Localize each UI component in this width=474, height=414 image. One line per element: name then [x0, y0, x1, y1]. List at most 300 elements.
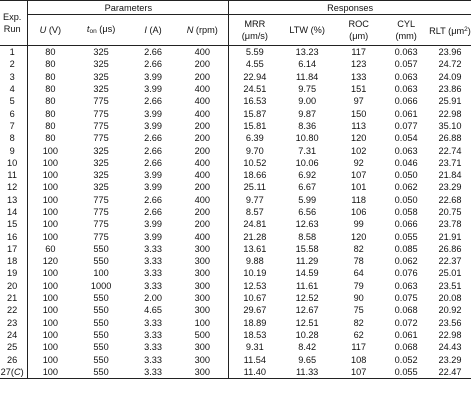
cell-rlt: 23.29 — [438, 354, 462, 365]
cell-run: 13 — [7, 194, 18, 205]
cell-rlt: 23.56 — [438, 317, 462, 328]
cell-pulse-on-time: 775 — [93, 120, 109, 131]
cell-current: 2.66 — [144, 133, 162, 144]
cell-speed: 200 — [194, 71, 210, 82]
cell-pulse-on-time: 1000 — [90, 280, 112, 291]
cell-pulse-on-time: 775 — [93, 133, 109, 144]
cell-ltw: 13.23 — [295, 47, 319, 58]
cell-pulse-on-time: 775 — [93, 219, 109, 230]
cell-mrr: 18.66 — [229, 169, 281, 181]
cell-speed: 400 — [194, 157, 210, 168]
cell-speed: 300 — [194, 268, 210, 279]
cell-ltw: 6.56 — [298, 207, 317, 217]
cell-voltage: 80 — [28, 71, 73, 83]
cell-rlt: 22.74 — [438, 145, 462, 156]
header-ltw: LTW (%) — [280, 15, 334, 46]
cell-rlt: 23.29 — [438, 182, 462, 193]
cell-rlt: 21.84 — [438, 170, 462, 181]
cell-cyl: 0.068 — [394, 342, 418, 353]
cell-roc: 90 — [353, 293, 364, 304]
cell-speed: 300 — [194, 280, 210, 291]
cell-voltage: 100 — [28, 353, 73, 365]
cell-rlt: 23.71 — [438, 157, 462, 168]
cell-current: 3.33 — [144, 354, 162, 365]
table-row — [0, 230, 471, 242]
table-row — [0, 304, 471, 316]
cell-roc: 117 — [351, 342, 366, 353]
cell-run: 26 — [7, 354, 18, 365]
header-voltage: U (V) — [28, 15, 73, 46]
cell-current: 3.99 — [144, 170, 162, 181]
table-row — [0, 267, 471, 279]
header-parameters: Parameters — [28, 1, 229, 15]
cell-rlt: 23.78 — [438, 219, 462, 230]
header-cyl-line1: CYL — [397, 19, 416, 29]
cell-mrr: 6.39 — [229, 132, 281, 144]
cell-voltage: 120 — [28, 255, 73, 267]
cell-mrr: 29.67 — [229, 304, 281, 316]
cell-speed: 200 — [194, 207, 210, 217]
cell-ltw: 15.58 — [295, 243, 319, 254]
cell-mrr: 9.70 — [229, 144, 281, 156]
cell-voltage: 100 — [28, 329, 73, 341]
header-mrr-line1: MRR — [244, 19, 266, 29]
cell-ltw: 6.92 — [298, 170, 317, 181]
cell-rlt: 23.51 — [438, 280, 462, 291]
cell-ltw: 9.75 — [298, 84, 317, 95]
header-speed: N (rpm) — [176, 15, 229, 46]
cell-speed: 100 — [194, 317, 210, 328]
cell-rlt: 22.37 — [438, 256, 462, 267]
cell-cyl: 0.050 — [394, 170, 418, 181]
cell-voltage: 100 — [28, 206, 73, 218]
cell-speed: 400 — [194, 108, 210, 119]
cell-pulse-on-time: 325 — [93, 145, 109, 156]
cell-run: 18 — [7, 256, 18, 267]
cell-voltage: 100 — [28, 194, 73, 206]
cell-rlt: 26.86 — [438, 243, 462, 254]
cell-mrr: 10.52 — [229, 157, 281, 169]
cell-ltw: 14.59 — [295, 268, 319, 279]
cell-cyl: 0.052 — [394, 354, 418, 365]
cell-pulse-on-time: 325 — [93, 157, 109, 168]
cell-rlt: 23.86 — [438, 84, 462, 95]
cell-voltage: 80 — [28, 58, 73, 70]
header-current: I (A) — [130, 15, 176, 46]
cell-roc: 108 — [351, 354, 367, 365]
cell-roc: 133 — [351, 71, 367, 82]
cell-speed: 300 — [194, 256, 210, 267]
table-body — [0, 46, 471, 379]
cell-mrr: 16.53 — [229, 95, 281, 107]
cell-mrr: 11.40 — [229, 366, 281, 379]
cell-cyl: 0.072 — [394, 317, 418, 328]
table-row — [0, 95, 471, 107]
cell-ltw: 5.99 — [298, 194, 317, 205]
cell-pulse-on-time: 775 — [93, 207, 109, 217]
cell-cyl: 0.075 — [394, 293, 418, 304]
cell-current: 3.99 — [144, 120, 162, 131]
header-ton-sub: on — [89, 27, 97, 35]
cell-mrr: 22.94 — [229, 71, 281, 83]
cell-mrr: 25.11 — [229, 181, 281, 193]
cell-speed: 200 — [194, 145, 210, 156]
header-roc-line1: ROC — [348, 19, 369, 29]
cell-pulse-on-time: 775 — [93, 231, 109, 242]
cell-run: 17 — [7, 243, 18, 254]
cell-mrr: 9.77 — [229, 194, 281, 206]
cell-rlt: 24.43 — [438, 342, 462, 353]
cell-roc: 120 — [351, 133, 367, 144]
table-row — [0, 132, 471, 144]
cell-run: 9 — [9, 145, 15, 156]
cell-run: 6 — [9, 108, 15, 119]
cell-rlt: 22.47 — [429, 366, 471, 379]
cell-roc: 107 — [351, 170, 367, 181]
cell-mrr: 24.51 — [229, 83, 281, 95]
table-row — [0, 194, 471, 206]
table-row — [0, 58, 471, 70]
cell-pulse-on-time: 325 — [93, 84, 109, 95]
cell-run: 1 — [9, 47, 15, 58]
cell-run: 10 — [7, 157, 18, 168]
cell-roc: 120 — [351, 231, 367, 242]
cell-roc: 101 — [351, 182, 367, 193]
cell-voltage: 80 — [28, 120, 73, 132]
cell-pulse-on-time: 550 — [93, 293, 109, 304]
table-row — [0, 206, 471, 218]
cell-voltage: 100 — [28, 267, 73, 279]
cell-pulse-on-time: 775 — [93, 194, 109, 205]
cell-cyl: 0.055 — [394, 231, 418, 242]
cell-ltw: 10.80 — [295, 133, 319, 144]
cell-voltage: 100 — [28, 230, 73, 242]
cell-voltage: 100 — [28, 169, 73, 181]
header-run-line2: Run — [3, 24, 21, 34]
table-row — [0, 83, 471, 95]
table-row — [0, 329, 471, 341]
cell-voltage: 80 — [28, 132, 73, 144]
cell-mrr: 18.53 — [229, 329, 281, 341]
cell-current: 3.33 — [144, 342, 162, 353]
cell-cyl: 0.057 — [394, 59, 418, 70]
cell-cyl: 0.063 — [394, 47, 418, 58]
table-row — [0, 292, 471, 304]
cell-roc: 97 — [353, 96, 364, 107]
table-row — [0, 144, 471, 156]
cell-current: 2.66 — [144, 145, 162, 156]
cell-current: 3.33 — [144, 256, 162, 267]
cell-rlt: 22.98 — [438, 329, 462, 340]
cell-roc: 82 — [353, 243, 364, 254]
cell-ltw: 11.61 — [295, 280, 319, 291]
cell-speed: 200 — [194, 219, 210, 230]
cell-cyl: 0.062 — [394, 182, 418, 193]
table-row — [0, 218, 471, 230]
cell-mrr: 8.57 — [229, 206, 281, 218]
cell-roc: 118 — [351, 194, 366, 205]
cell-current: 3.99 — [144, 219, 162, 230]
header-roc — [334, 15, 383, 46]
cell-pulse-on-time: 550 — [93, 354, 109, 365]
cell-cyl: 0.055 — [383, 366, 429, 379]
cell-cyl: 0.076 — [394, 268, 418, 279]
cell-speed: 200 — [194, 182, 210, 193]
cell-rlt: 22.98 — [438, 108, 462, 119]
cell-voltage: 100 — [28, 181, 73, 193]
cell-current: 3.99 — [144, 108, 162, 119]
cell-rlt: 26.88 — [438, 133, 462, 144]
cell-ltw: 12.52 — [295, 293, 319, 304]
cell-speed: 300 — [194, 293, 210, 304]
cell-ltw: 7.31 — [298, 145, 317, 156]
table-row — [0, 120, 471, 132]
cell-ltw: 10.06 — [295, 157, 319, 168]
cell-speed: 200 — [194, 133, 210, 144]
table-row — [0, 366, 471, 379]
cell-mrr: 5.59 — [229, 46, 281, 59]
cell-mrr: 10.67 — [229, 292, 281, 304]
cell-current: 2.66 — [144, 194, 162, 205]
cell-pulse-on-time: 550 — [93, 342, 109, 353]
cell-voltage: 100 — [28, 341, 73, 353]
table-row — [0, 181, 471, 193]
cell-voltage: 100 — [28, 292, 73, 304]
cell-roc: 75 — [353, 305, 364, 316]
cell-cyl: 0.046 — [394, 157, 418, 168]
header-rlt-sup: 2 — [464, 25, 468, 33]
cell-run: 19 — [7, 268, 18, 279]
cell-pulse-on-time: 325 — [93, 71, 109, 82]
cell-run: 14 — [7, 207, 18, 217]
table-row — [0, 46, 471, 59]
cell-mrr: 11.54 — [229, 353, 281, 365]
cell-run: 8 — [9, 133, 15, 144]
cell-roc: 117 — [351, 47, 366, 58]
table-row — [0, 280, 471, 292]
cell-run: 12 — [7, 182, 18, 193]
cell-current: 3.99 — [144, 71, 162, 82]
cell-roc: 151 — [351, 84, 367, 95]
cell-roc: 106 — [351, 207, 367, 217]
cell-cyl: 0.063 — [394, 280, 418, 291]
cell-current: 2.66 — [144, 207, 162, 217]
table-row — [0, 71, 471, 83]
cell-rlt: 25.91 — [438, 96, 462, 107]
cell-cyl: 0.050 — [394, 194, 418, 205]
cell-pulse-on-time: 550 — [93, 317, 109, 328]
cell-cyl: 0.085 — [394, 243, 418, 254]
cell-cyl: 0.066 — [394, 96, 418, 107]
table-row — [0, 169, 471, 181]
cell-roc: 113 — [351, 120, 366, 131]
cell-voltage: 100 — [28, 317, 73, 329]
cell-cyl: 0.066 — [394, 219, 418, 230]
cell-speed: 200 — [194, 59, 210, 70]
cell-ltw: 8.58 — [298, 231, 317, 242]
cell-rlt: 21.91 — [438, 231, 462, 242]
cell-mrr: 4.55 — [229, 58, 281, 70]
cell-voltage: 100 — [28, 304, 73, 316]
table-row — [0, 243, 471, 255]
cell-voltage: 80 — [28, 95, 73, 107]
cell-cyl: 0.077 — [394, 120, 418, 131]
cell-roc: 102 — [351, 145, 367, 156]
cell-current: 3.99 — [144, 231, 162, 242]
cell-cyl: 0.061 — [394, 329, 418, 340]
cell-rlt: 23.96 — [438, 47, 462, 58]
cell-ltw: 12.51 — [295, 317, 319, 328]
cell-mrr: 12.53 — [229, 280, 281, 292]
cell-cyl: 0.068 — [394, 305, 418, 316]
cell-run: 16 — [7, 231, 18, 242]
table-row — [0, 157, 471, 169]
cell-run: 27(C) — [0, 366, 28, 379]
table-row — [0, 107, 471, 119]
cell-pulse-on-time: 550 — [93, 256, 109, 267]
header-rlt — [429, 15, 471, 46]
cell-run: 21 — [7, 293, 18, 304]
cell-cyl: 0.063 — [394, 71, 418, 82]
header-rlt-pre: RLT (μm — [429, 25, 465, 36]
cell-cyl: 0.062 — [394, 256, 418, 267]
header-ton-t: t — [86, 23, 90, 34]
cell-run: 24 — [7, 329, 18, 340]
cell-speed: 400 — [194, 47, 210, 58]
cell-pulse-on-time: 100 — [93, 268, 109, 279]
cell-ltw: 8.42 — [298, 342, 317, 353]
cell-voltage: 100 — [28, 280, 73, 292]
cell-pulse-on-time: 325 — [93, 170, 109, 181]
cell-roc: 64 — [353, 268, 364, 279]
cell-roc: 99 — [353, 219, 364, 230]
cell-current: 3.33 — [144, 329, 162, 340]
cell-mrr: 10.19 — [229, 267, 281, 279]
cell-ltw: 9.65 — [298, 354, 317, 365]
cell-speed: 400 — [194, 84, 210, 95]
cell-ltw: 11.29 — [295, 256, 319, 267]
cell-run: 20 — [7, 280, 18, 291]
cell-current: 3.33 — [144, 317, 162, 328]
cell-current: 2.66 — [144, 59, 162, 70]
cell-rlt: 24.72 — [438, 59, 462, 70]
header-run — [0, 1, 28, 46]
cell-speed: 400 — [194, 231, 210, 242]
cell-run: 23 — [7, 317, 18, 328]
header-ton-unit: (μs) — [96, 23, 116, 34]
cell-run: 7 — [9, 120, 15, 131]
cell-roc: 150 — [351, 108, 367, 119]
cell-voltage: 80 — [28, 83, 73, 95]
cell-mrr: 15.81 — [229, 120, 281, 132]
cell-ltw: 6.14 — [298, 59, 317, 70]
cell-run: 4 — [9, 84, 15, 95]
cell-mrr: 24.81 — [229, 218, 281, 230]
cell-speed: 300 — [194, 354, 210, 365]
table-row — [0, 341, 471, 353]
cell-voltage: 100 — [28, 157, 73, 169]
header-mrr-line2: (μm/s) — [241, 31, 268, 41]
cell-rlt: 35.10 — [438, 120, 462, 131]
cell-roc: 123 — [351, 59, 367, 70]
cell-run: 2 — [9, 59, 15, 70]
cell-ltw: 8.36 — [298, 120, 317, 131]
cell-run: 15 — [7, 219, 18, 230]
cell-run: 22 — [7, 305, 18, 316]
cell-run: 25 — [7, 342, 18, 353]
header-pulse-on-time — [72, 15, 129, 46]
cell-ltw: 12.67 — [295, 305, 319, 316]
cell-roc: 79 — [353, 280, 364, 291]
header-responses: Responses — [229, 1, 471, 15]
cell-ltw: 11.33 — [280, 366, 334, 379]
cell-current: 3.99 — [144, 182, 162, 193]
header-rlt-post: ) — [467, 25, 471, 36]
cell-mrr: 21.28 — [229, 230, 281, 242]
cell-run: 3 — [9, 71, 15, 82]
cell-speed: 400 — [194, 170, 210, 181]
cell-speed: 500 — [194, 329, 210, 340]
table-row — [0, 317, 471, 329]
cell-roc: 78 — [353, 256, 364, 267]
cell-cyl: 0.061 — [394, 108, 418, 119]
cell-pulse-on-time: 550 — [93, 243, 109, 254]
header-cyl — [383, 15, 429, 46]
table-row — [0, 255, 471, 267]
cell-current: 3.99 — [144, 84, 162, 95]
cell-mrr: 9.31 — [229, 341, 281, 353]
cell-pulse-on-time: 550 — [93, 329, 109, 340]
header-mrr — [229, 15, 281, 46]
cell-cyl: 0.054 — [394, 133, 418, 144]
cell-roc: 62 — [353, 329, 364, 340]
cell-ltw: 9.87 — [298, 108, 317, 119]
cell-pulse-on-time: 775 — [93, 96, 109, 107]
cell-speed: 400 — [194, 96, 210, 107]
header-cyl-line2: (mm) — [395, 31, 417, 41]
cell-cyl: 0.063 — [394, 145, 418, 156]
cell-mrr: 13.61 — [229, 243, 281, 255]
cell-ltw: 12.63 — [295, 219, 319, 230]
header-run-line1: Exp. — [2, 12, 22, 22]
cell-mrr: 15.87 — [229, 107, 281, 119]
cell-current: 3.33 — [130, 366, 176, 379]
cell-current: 2.66 — [144, 96, 162, 107]
cell-roc: 92 — [353, 157, 364, 168]
cell-mrr: 9.88 — [229, 255, 281, 267]
cell-ltw: 10.28 — [295, 329, 319, 340]
cell-pulse-on-time: 325 — [93, 182, 109, 193]
cell-rlt: 20.75 — [438, 207, 462, 217]
cell-cyl: 0.063 — [394, 84, 418, 95]
cell-roc: 107 — [334, 366, 383, 379]
cell-pulse-on-time: 775 — [93, 108, 109, 119]
cell-voltage: 80 — [28, 107, 73, 119]
cell-speed: 200 — [194, 120, 210, 131]
cell-current: 3.33 — [144, 280, 162, 291]
cell-voltage: 60 — [28, 243, 73, 255]
cell-speed: 300 — [194, 305, 210, 316]
cell-pulse-on-time: 550 — [72, 366, 129, 379]
cell-rlt: 22.68 — [438, 194, 462, 205]
cell-rlt: 20.08 — [438, 293, 462, 304]
cell-voltage: 100 — [28, 218, 73, 230]
cell-run: 11 — [7, 170, 17, 181]
cell-ltw: 9.00 — [298, 96, 317, 107]
cell-current: 3.33 — [144, 268, 162, 279]
cell-voltage: 80 — [28, 46, 73, 59]
cell-current: 2.00 — [144, 293, 162, 304]
